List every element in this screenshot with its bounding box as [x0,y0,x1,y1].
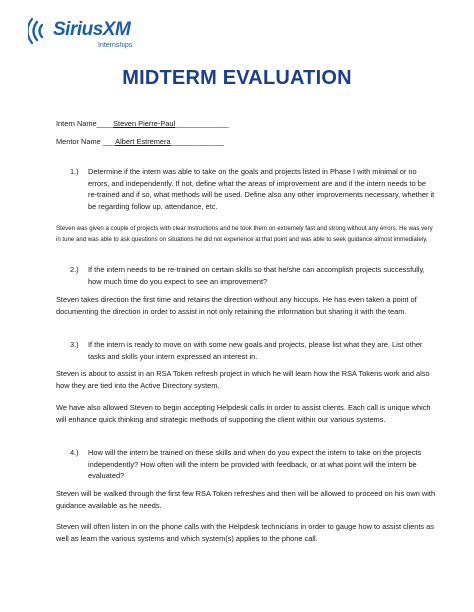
mentor-name-blank: _____________ [170,137,225,146]
question-number: 4.) [70,448,79,457]
logo-subtitle: Internships [98,42,133,49]
intern-name-label: Intern Name____ [56,119,114,128]
question-text: If the intern is ready to move on with some new goals and projects, please list what they are. List other tasks and skills your intern expressed an interest in. [88,340,423,361]
siriusxm-logo [28,14,163,56]
page-title: MIDTERM EVALUATION [122,67,352,89]
intern-name-blank: _____________ [175,119,229,128]
intern-name-value: Steven Pierre-Paul [113,119,176,128]
mentor-name-value: Albert Estremera [115,137,171,146]
answer-4a: Steven will be walked through the first few RSA Token refreshes and then will be allowed to proceed on his own with guidance available as he needs. [56,489,436,510]
question-1 [70,166,436,212]
answer-3b: We have also allowed Steven to begin accepting Helpdesk calls in order to assist clients. Each call is unique which will enhance quick thinking and strategic methods of supporting the client within our various systems. [56,403,431,424]
question-number: 2.) [70,265,79,274]
question-number: 1.) [70,167,79,176]
question-text: Determine if the intern was able to take on the goals and projects listed in Phase I with minimal or no errors, and independently. If not, define what the areas of improvement are and if the intern needs to be re-trained and if so, what methods will be used. Define also any other improvements necessary, whether it be regarding follow up, attendance, etc. [88,167,435,211]
mentor-name-field [56,137,224,146]
mentor-name-label: Mentor Name ___ [56,137,116,146]
intern-name-field [56,119,229,128]
answer-2: Steven takes direction the first time and retains the direction without any hiccups. He has even taken a point of documenting the direction in order to assist in not only retaining the information but sharing it with the team. [56,295,417,316]
answer-4b: Steven will often listen in on the phone calls with the Helpdesk technicians in order to gauge how to assist clients as well as learn the various systems and which system(s) applies to the phone call. [56,522,434,543]
question-text: How will the intern be trained on these skills and when do you expect the intern to take on the projects independently? How often will the intern be provided with feedback, or at what point will the intern be evaluated? [88,448,422,481]
question-4 [70,447,436,482]
logo-brand-text: SiriusXM [53,19,131,40]
answer-3a: Steven is about to assist in an RSA Token refresh project in which he will learn how the RSA Tokens work and also how they are tied into the Active Directory system. [56,369,430,390]
radio-waves-icon [28,16,54,46]
question-3 [70,339,436,362]
answer-1: Steven was given a couple of projects with clear instructions and he took them on extremely fast and strong without any errors. He was very in tune and was able to ask questions on situations he did not experience at that point and was able to seek guidance almost immediately. [56,225,433,243]
question-number: 3.) [70,340,79,349]
question-text: If the intern needs to be re-trained on certain skills so that he/she can accomplish projects successfully, how much time do you expect to see an improvement? [88,265,425,286]
question-2 [70,264,436,287]
